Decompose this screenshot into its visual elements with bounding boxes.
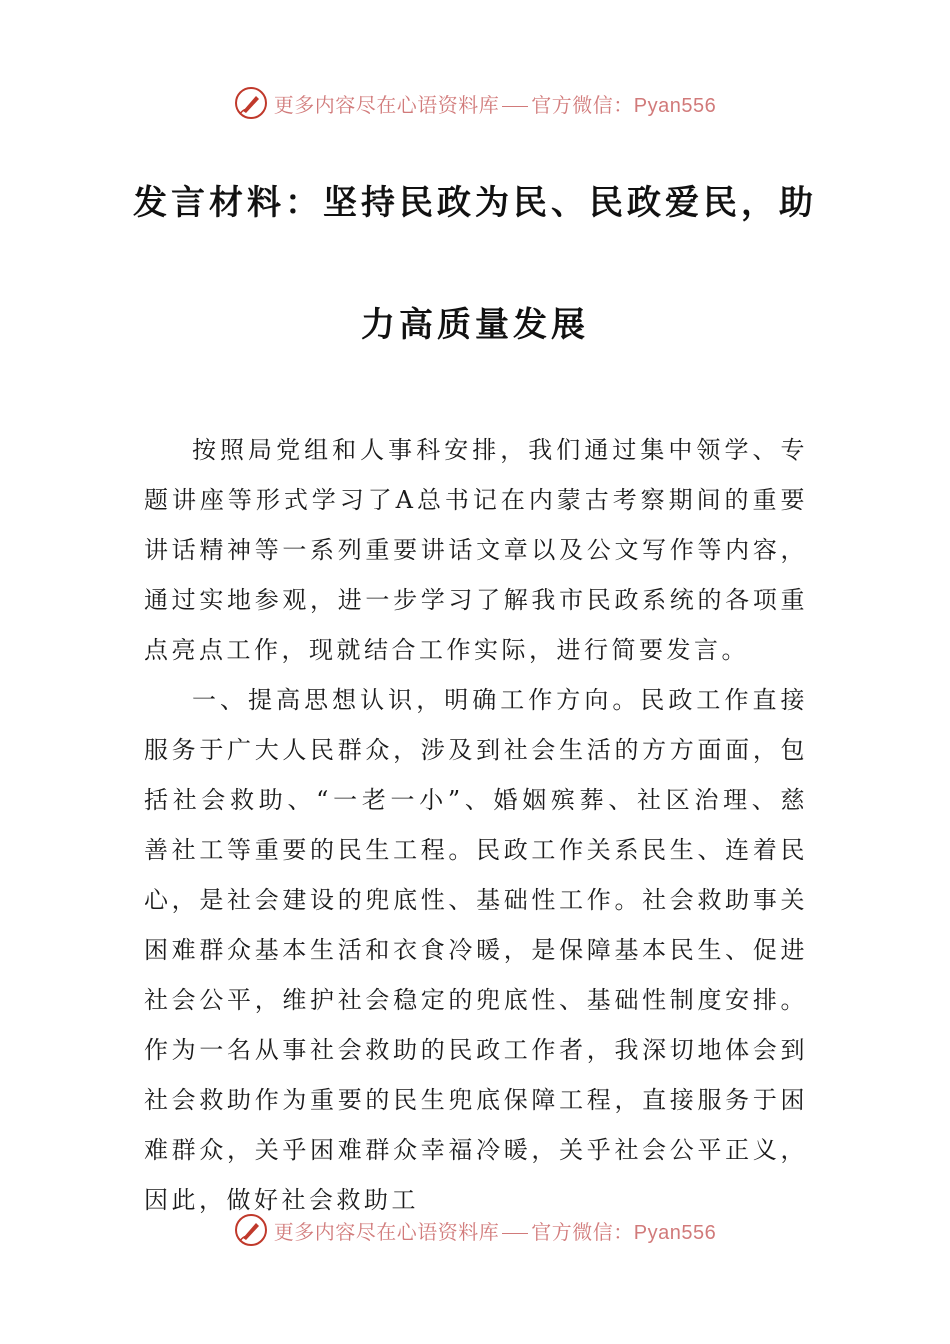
paragraph: 一、提高思想认识，明确工作方向。民政工作直接服务于广大人民群众，涉及到社会生活的方方面面，包括社会救助、“一老一小”、婚姻殡葬、社区治理、慈善社工等重要的民生工程。民政工作关系民生、连着民心，是社会建设的兜底性、基础性工作。社会救助事关困难群众基本生活和衣食冷暖，是保障基本民生、促进社会公平，维护社会稳定的兜底性、基础性制度安排。作为一名从事社会救助的民政工作者，我深切地体会到社会救助作为重要的民生兜底保障工程，直接服务于困难群众，关乎困难群众幸福冷暖，关乎社会公平正义，因此，做好社会救助工 (144, 686, 808, 1214)
pen-logo-icon (234, 86, 268, 120)
watermark-text: 更多内容尽在心语资料库 官方微信：Pyan556 (273, 1219, 717, 1244)
document-title-line2: 力高质量发展 (361, 305, 589, 345)
document-body (144, 425, 808, 1225)
document-title-line1: 发言材料：坚持民政为民、民政爱民，助 (133, 183, 817, 223)
paragraph: 按照局党组和人事科安排，我们通过集中领学、专题讲座等形式学习了A总书记在内蒙古考察期间的重要讲话精神等一系列重要讲话文章以及公文写作等内容，通过实地参观，进一步学习了解我市民政系统的各项重点亮点工作，现就结合工作实际，进行简要发言。 (144, 436, 808, 664)
watermark-text: 更多内容尽在心语资料库 官方微信：Pyan556 (273, 92, 717, 117)
pen-logo-icon (234, 1213, 268, 1247)
watermark-banner-top (0, 83, 950, 123)
watermark-separator (502, 1233, 528, 1234)
watermark-separator (502, 106, 528, 107)
watermark-banner-bottom (0, 1210, 950, 1250)
